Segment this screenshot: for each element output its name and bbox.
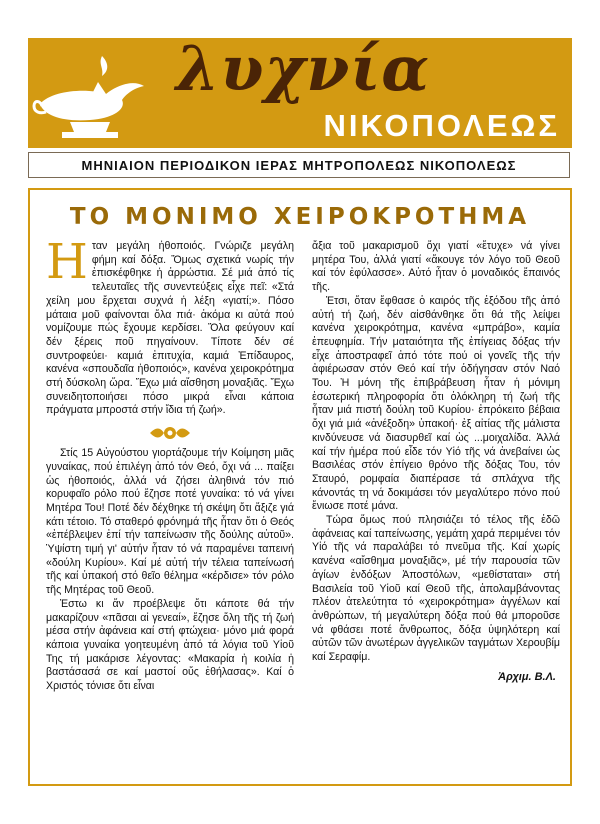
- fleuron-ornament-icon: [46, 425, 294, 441]
- article-paragraph: Ἐστω κι ἄν προέβλεψε ὅτι κάποτε θά τήν μακαρίζουν «πᾶσαι αἱ γενεαί», ἔζησε ὅλη τῆς τή ζωή μέσα στήν ἀφάνεια καί στή φτώχεια· μόνο μιά φορά κάποια γυναίκα γοητευμένη ἀπό τά λόγια τοῦ Υἱοῦ Της τή μακάρισε λέγοντας: «Μακαρία ἡ κοιλία ἡ βαστάσασά σε καί μαστοί οὕς ἐθήλασας». Καί ὁ Χριστός τόνισε ὅτι εἶναι: [46, 597, 294, 693]
- article-paragraph: Στίς 15 Αὐγούστου γιορτάζουμε τήν Κοίμηση μιᾶς γυναίκας, πού ἐπιλέγη ἀπό τόν Θεό, ὄχι νά ... παίξει ὡς ἠθοποιός, ἀλλά νά ζήσει ἀληθινά τόν πιό κορυφαῖο ρόλο πού ἔζησε ποτέ γυναίκα: τό νά γίνει Μητέρα Του! Ποτέ δέν δέχθηκε τή σκέψη ὅτι ἄξιζε γιά κάτι τέτοιο. Τό σταθερό φρόνημά τῆς ἦταν ὅτι ὁ Θεός «ἐπέβλεψεν ἐπί τήν ταπείνωσιν τῆς δούλης αὐτοῦ». Ὑψίστη τιμή γι' αὐτήν ἦταν τό νά παραμένει ταπεινή «δούλη Κυρίου». Καί μέ αὐτή τήν τέλεια ταπείνωσή τῆς καί ὑπακοή στό θεῖο θέλημα «κέρδισε» τόν ρόλο τῆς Μητέρας τοῦ Θεοῦ.: [46, 447, 294, 597]
- article-paragraph: Τώρα ὅμως πού πλησιάζει τό τέλος τῆς ἐδῶ ἀφάνειας καί ταπείνωσης, γεμάτη χαρά περιμένει τόν Υἱό τῆς νά παραλάβει τό πνεῦμα τῆς. Καί χωρίς κανένα «αἴσθημα μοναξιᾶς», μέ τήν παρουσία τῶν ἁγίων ἐνδόξων Ἀποστόλων, «μεθίσταται» στή Βασιλεία τοῦ Υἱοῦ καί Θεοῦ τῆς, ἀπολαμβάνοντας πλέον ἀτελεύτητα τό «χειροκρότημα» ἀγγέλων καί ἀνθρώπων, τή μεγαλύτερη δόξα πού θά μποροῦσε νά φθάσει ποτέ ἄνθρωπος, δόξα ὑψηλότερη καί αὐτῶν τῶν ἀνωτέρων ἀγγελικῶν ταγμάτων Χερουβίμ καί Σεραφίμ.: [312, 514, 560, 664]
- article-column-left: [46, 234, 294, 694]
- oil-lamp-icon: [32, 42, 152, 142]
- drop-cap: Η: [46, 234, 88, 290]
- masthead: [28, 32, 572, 148]
- article-paragraph: Ηταν μεγάλη ἠθοποιός. Γνώριζε μεγάλη φήμη καί δόξα. Ὅμως σχετικά νωρίς τήν ἐπισκέφθηκε ἡ ἀρρώστια. Σέ μιά ἀπό τίς τελευταῖες τῆς συνεντεύξεις εἶχε πεῖ: «Στά χείλη μου ἔρχεται συχνά ἡ λέξη «γιατί;». Πόσο μάταια μοῦ φαίνονται ὅλα πιά· ἀκόμα κι αὐτά πού νομίζουμε πώς ἔχουμε κερδίσει. Ὅλα φεύγουν καί δέν ξέρεις ποῦ πηγαίνουν. Τίποτε δέν σέ συντροφεύει· καμιά ἐπιτυχία, καμιά Ἐπίδαυρος, κανένα «σπουδαῖα ἠθοποιός», κανένα χειροκρότημα στή δύσκολη ὥρα. Ἔχω μιά αἴσθηση μοναξιᾶς. Ἔχω συνειδητοποιήσει πόσο μικρά εἶναι κάποια πράγματα μπροστά στήν ἴδια τή ζωή».: [46, 234, 294, 417]
- magazine-title: λυχνία: [176, 32, 430, 105]
- article-box: [28, 188, 572, 786]
- article-title: ΤΟ ΜΟΝΙΜΟ ΧΕΙΡΟΚΡΟΤΗΜΑ: [69, 204, 531, 230]
- author-signature: Ἀρχιμ. Β.Λ.: [498, 670, 556, 683]
- article-paragraph: ἄξια τοῦ μακαρισμοῦ ὄχι γιατί «ἔτυχε» νά γίνει μητέρα Του, ἀλλά γιατί «ἄκουγε τόν λόγο τοῦ Θεοῦ καί τόν ἐφύλασσε». Αὐτό ἦταν ὁ μοναδικός ἔπαινός τῆς.: [312, 240, 560, 294]
- magazine-place: ΝΙΚΟΠΟΛΕΩΣ: [323, 108, 560, 143]
- article-column-right: [312, 240, 560, 685]
- magazine-subtitle: ΜΗΝΙΑΙΟΝ ΠΕΡΙΟΔΙΚΟΝ ΙΕΡΑΣ ΜΗΤΡΟΠΟΛΕΩΣ ΝΙΚΟΠΟΛΕΩΣ: [28, 152, 570, 178]
- article-paragraph: Ἐτσι, ὅταν ἔφθασε ὁ καιρός τῆς ἐξόδου τῆς ἀπό αὐτή τή ζωή, δέν αἰσθάνθηκε ὅτι θά τῆς λείψει κανένα χειροκρότημα, κανένα «μπράβο», καμία ἐπευφημία. Τήν ματαιότητα τῆς ἐπίγειας δόξας τήν εἶχε ἀποστραφεῖ ἀπό τότε πού οἱ γονεῖς τῆς τήν ἀφιέρωσαν στόν Θεό καί τήν ὁδήγησαν στόν Ναό Του. Ἡ μόνη τῆς ἐπιβράβευση ἦταν ἡ μόνιμη ἐσωτερική πληροφορία ὅτι ὁλόκληρη τή ζωή τῆς ἦταν μιά πιστή δούλη τοῦ Κυρίου· ἐπρόκειτο βέβαια ὄχι γιά μιά «ἀνέξοδη» ὑπακοή· ἐξ αἰτίας τῆς μάλιστα κινδύνευσε νά διασυρθεῖ καί ὡς ...μοιχαλίδα. Ἀλλά καί τήν ἡμέρα πού εἶδε τόν Υἱό τῆς νά ἀνεβαίνει ὡς Βασιλέας στόν ἐπίγειο θρόνο τῆς δόξας Του, τόν Σταυρό, ρομφαία διαπέρασε τά σπλάχνα τῆς κάνοντάς τη νά δοκιμάσει τόν μεγαλύτερο πόνο πού ἔνιωσε ποτέ μάνα.: [312, 294, 560, 513]
